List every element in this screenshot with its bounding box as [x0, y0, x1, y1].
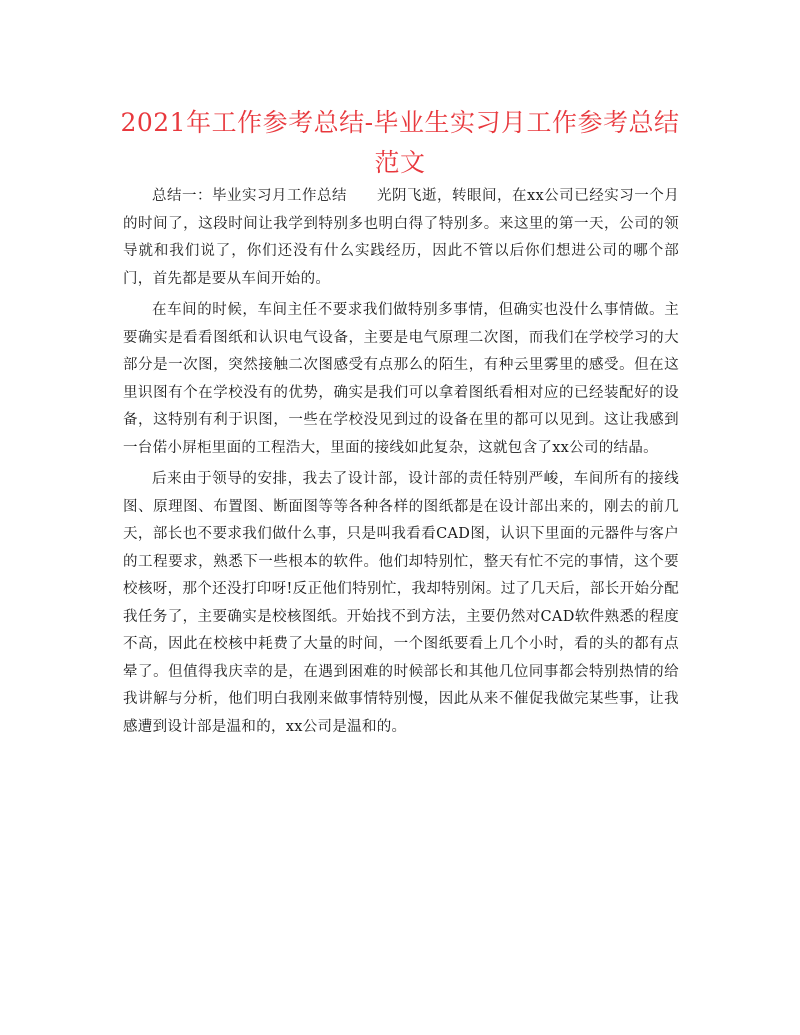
document-body [123, 183, 679, 745]
paragraph-1: 总结一：毕业实习月工作总结 光阴飞逝，转眼间，在xx公司已经实习一个月的时间了，这段时间让我学到特别多也明白得了特别多。来这里的第一天，公司的领导就和我们说了，你们还没有什么实践经历，因此不管以后你们想进公司的哪个部门，首先都是要从车间开始的。 [123, 188, 679, 287]
paragraph-2: 在车间的时候，车间主任不要求我们做特别多事情，但确实也没什么事情做。主要确实是看看图纸和认识电气设备，主要是电气原理二次图，而我们在学校学习的大部分是一次图，突然接触二次图感受有点那么的陌生，有种云里雾里的感受。但在这里识图有个在学校没有的优势，确实是我们可以拿着图纸看相对应的已经装配好的设备，这特别有利于识图，一些在学校没见到过的设备在里的都可以见到。这让我感到一台偌小屏柜里面的工程浩大，里面的接线如此复杂，这就包含了xx公司的结晶。 [123, 302, 679, 456]
document-title: 2021年工作参考总结-毕业生实习月工作参考总结范文 [120, 108, 680, 177]
paragraph-3: 后来由于领导的安排，我去了设计部，设计部的责任特别严峻，车间所有的接线图、原理图、布置图、断面图等等各种各样的图纸都是在设计部出来的，刚去的前几天，部长也不要求我们做什么事，只是叫我看看CAD图，认识下里面的元器件与客户的工程要求，熟悉下一些根本的软件。他们却特别忙，整天有忙不完的事情，这个要校核呀，那个还没打印呀!反正他们特别忙，我却特别闲。过了几天后，部长开始分配我任务了，主要确实是校核图纸。开始找不到方法，主要仍然对CAD软件熟悉的程度不高，因此在校核中耗费了大量的时间，一个图纸要看上几个小时，看的头的都有点晕了。但值得我庆幸的是，在遇到困难的时候部长和其他几位同事都会特别热情的给我讲解与分析，他们明白我刚来做事情特别慢，因此从来不催促我做完某些事，让我感遭到设计部是温和的，xx公司是温和的。 [123, 471, 679, 735]
